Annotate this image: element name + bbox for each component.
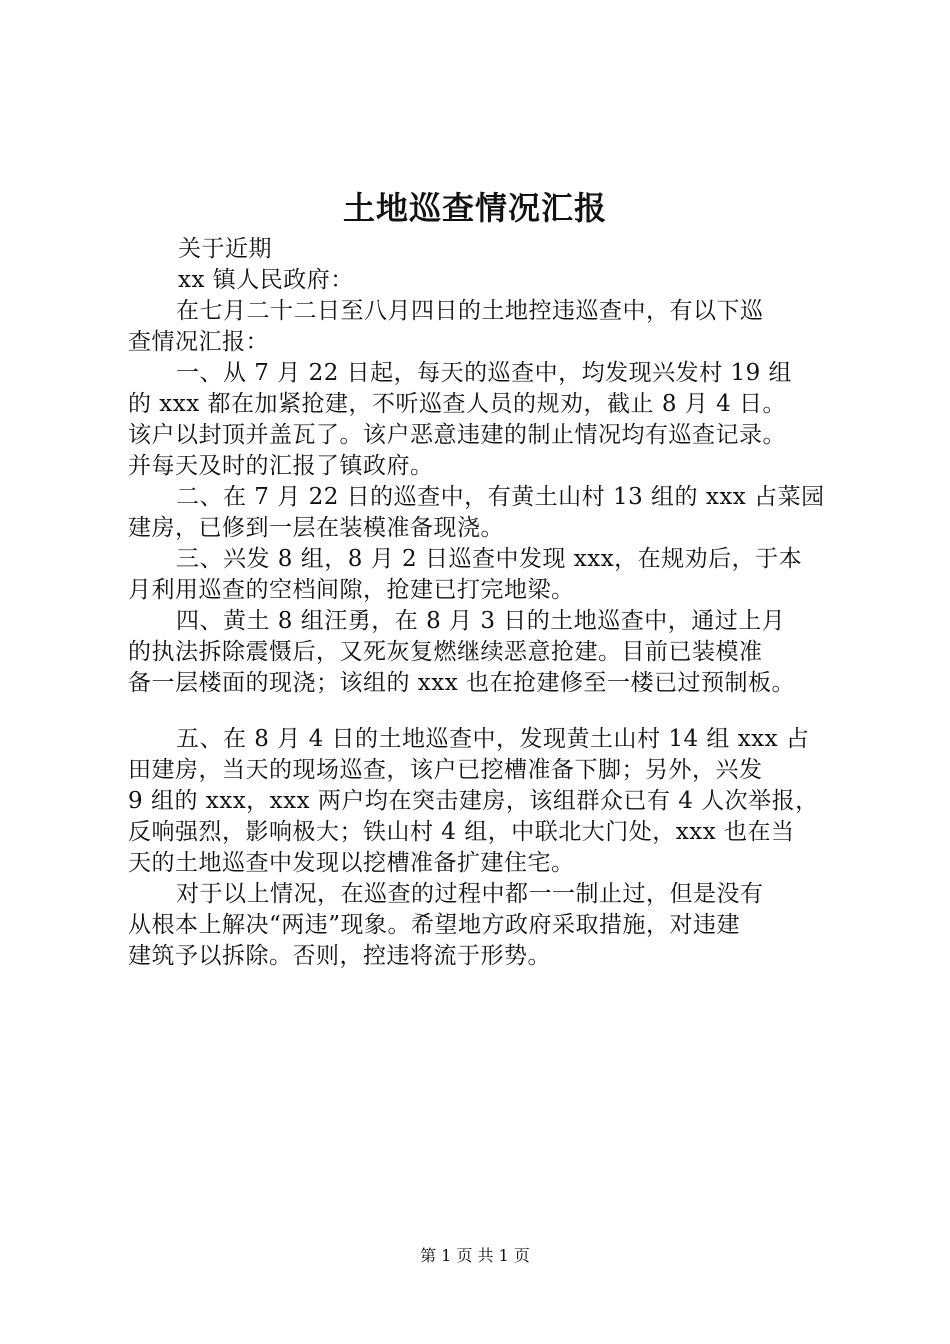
page-number-footer: 第 1 页 共 1 页 (420, 1246, 530, 1265)
document-title: 土地巡查情况汇报 (342, 189, 607, 227)
text-line: 反响强烈，影响极大；铁山村 4 组，中联北大门处，xxx 也在当 (128, 819, 795, 845)
text-line: 在七月二十二日至八月四日的土地控违巡查中，有以下巡 (176, 298, 764, 324)
text-line: 对于以上情况，在巡查的过程中都一一制止过，但是没有 (176, 881, 764, 907)
text-line: 关于近期 (178, 236, 272, 262)
text-line: 查情况汇报： (128, 329, 269, 355)
paragraph-gap (128, 699, 838, 724)
text-line: 二、在 7 月 22 日的巡查中，有黄土山村 13 组的 xxx 占菜园 (176, 484, 825, 510)
text-line: 田建房，当天的现场巡查，该户已挖槽准备下脚；另外，兴发 (128, 757, 763, 783)
text-line: 五、在 8 月 4 日的土地巡查中，发现黄土山村 14 组 xxx 占 (176, 726, 810, 752)
text-line: 建筑予以拆除。否则，控违将流于形势。 (128, 943, 551, 969)
text-line: 该户以封顶并盖瓦了。该户恶意违建的制止情况均有巡查记录。 (128, 422, 786, 448)
text-line: 备一层楼面的现浇；该组的 xxx 也在抢建修至一楼已过预制板。 (128, 670, 796, 696)
text-line: 建房，已修到一层在装模准备现浇。 (128, 515, 504, 541)
text-line: 的执法拆除震慑后，又死灰复燃继续恶意抢建。目前已装模准 (128, 639, 763, 665)
text-line: 的 xxx 都在加紧抢建，不听巡查人员的规劝，截止 8 月 4 日。 (128, 391, 787, 417)
text-line: 月利用巡查的空档间隙，抢建已打完地梁。 (128, 577, 575, 603)
text-line: 三、兴发 8 组，8 月 2 日巡查中发现 xxx，在规劝后，于本 (176, 546, 803, 572)
text-line: 四、黄土 8 组汪勇，在 8 月 3 日的土地巡查中，通过上月 (176, 608, 786, 634)
text-line: 从根本上解决“两违”现象。希望地方政府采取措施，对违建 (128, 912, 741, 938)
text-line: 天的土地巡查中发现以挖槽准备扩建住宅。 (128, 850, 575, 876)
text-line: 并每天及时的汇报了镇政府。 (128, 453, 434, 479)
text-line: 9 组的 xxx，xxx 两户均在突击建房，该组群众已有 4 人次举报， (128, 788, 819, 814)
text-line: xx 镇人民政府： (178, 267, 354, 293)
document-body (128, 234, 838, 972)
text-line: 一、从 7 月 22 日起，每天的巡查中，均发现兴发村 19 组 (176, 360, 793, 386)
